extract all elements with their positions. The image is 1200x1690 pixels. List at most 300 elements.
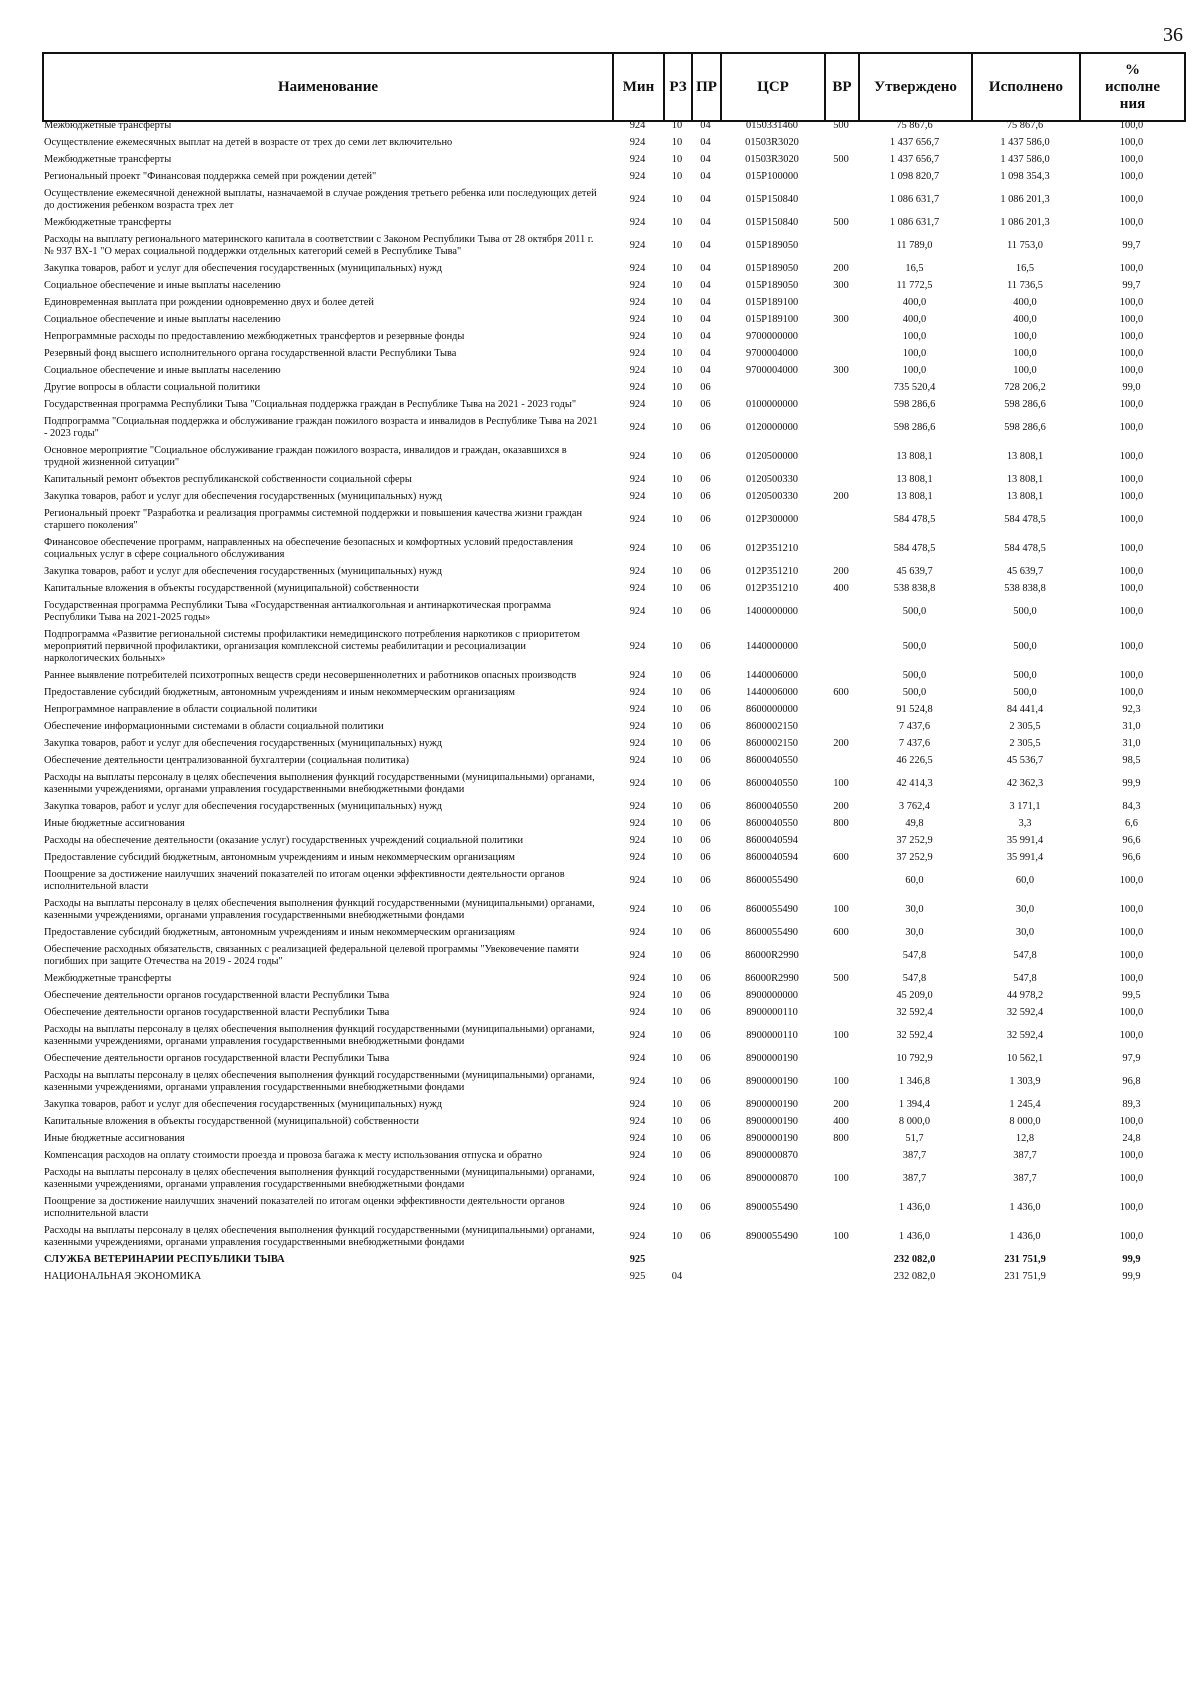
- cell-pr: 04: [700, 348, 711, 359]
- cell-csr: 015P189050: [745, 240, 799, 251]
- cell-name: Предоставление субсидий бюджетным, автономным учреждениям и иным некоммерческим организациям: [44, 687, 515, 698]
- cell-min: 924: [629, 927, 646, 938]
- cell-executed: 500,0: [1013, 670, 1037, 681]
- cell-percent: 99,0: [1122, 382, 1141, 393]
- cell-csr: 8600002150: [746, 721, 798, 732]
- cell-csr: 8600040550: [746, 818, 798, 829]
- cell-approved: 32 592,4: [896, 1030, 933, 1041]
- cell-name: Расходы на выплаты персоналу в целях обеспечения выполнения функций государственными (муниципальными) органами, казенными учреждениями, органами управления государственными внебюджетными фондами: [44, 1070, 595, 1093]
- cell-name: Капитальный ремонт объектов республиканской собственности социальной сферы: [44, 474, 412, 485]
- table-row: [42, 1131, 1184, 1148]
- cell-executed: 10 562,1: [1006, 1053, 1044, 1064]
- cell-rz: 10: [671, 852, 683, 863]
- header-percent-symbol: %: [1125, 61, 1140, 78]
- table-row: [42, 278, 1184, 295]
- cell-executed: 547,8: [1013, 973, 1037, 984]
- table-row: [42, 414, 1184, 443]
- cell-csr: 8900000190: [746, 1116, 798, 1127]
- cell-percent: 100,0: [1119, 950, 1144, 961]
- cell-rz: 10: [671, 990, 683, 1001]
- cell-percent: 100,0: [1119, 1173, 1144, 1184]
- table-row: [42, 799, 1184, 816]
- cell-name: Основное мероприятие "Социальное обслуживание граждан пожилого возраста, инвалидов и граждан, оказавшихся в трудной жизненной ситуации": [44, 445, 567, 468]
- cell-rz: 10: [671, 194, 683, 205]
- cell-csr: 8900000110: [746, 1007, 798, 1018]
- cell-percent: 100,0: [1119, 314, 1144, 325]
- cell-min: 924: [629, 835, 646, 846]
- cell-vr: 300: [833, 365, 849, 376]
- table-row: [42, 295, 1184, 312]
- cell-approved: 387,7: [902, 1173, 927, 1184]
- cell-min: 924: [629, 606, 646, 617]
- cell-name: Подпрограмма «Развитие региональной системы профилактики немедицинского потребления наркотиков с приоритетом мероприятий первичной профилактики, организация комплексной системы реабилитации и ресоциализации наркологических больных»: [44, 629, 580, 664]
- cell-executed: 584 478,5: [1004, 543, 1046, 554]
- cell-percent: 100,0: [1119, 491, 1144, 502]
- cell-rz: 10: [671, 778, 683, 789]
- cell-approved: 584 478,5: [893, 543, 936, 554]
- cell-pr: 06: [700, 1099, 711, 1110]
- cell-percent: 99,9: [1122, 1254, 1141, 1265]
- cell-csr: 015P189050: [745, 263, 799, 274]
- cell-pr: 06: [700, 973, 711, 984]
- table-row: [42, 152, 1184, 169]
- cell-percent: 100,0: [1119, 670, 1144, 681]
- table-row: [42, 535, 1184, 564]
- cell-name: Государственная программа Республики Тыва "Социальная поддержка граждан в Республике Тыва на 2021 - 2023 годы": [44, 399, 577, 410]
- cell-vr: 400: [833, 583, 849, 594]
- cell-executed: 8 000,0: [1009, 1116, 1041, 1127]
- cell-vr: [824, 329, 858, 346]
- cell-pr: 06: [700, 755, 711, 766]
- cell-csr: 8600040550: [746, 755, 798, 766]
- cell-rz: 10: [671, 1053, 683, 1064]
- cell-pr: 06: [700, 904, 711, 915]
- cell-name: Обеспечение расходных обязательств, связанных с реализацией федеральной целевой программы "Увековечение памяти погибших при защите Отечества на 2019 - 2024 годы": [44, 944, 579, 967]
- cell-rz: 10: [671, 491, 683, 502]
- cell-percent: 100,0: [1119, 399, 1144, 410]
- cell-vr: [824, 1148, 858, 1165]
- cell-vr: [824, 346, 858, 363]
- table-row: [42, 312, 1184, 329]
- cell-min: 924: [629, 566, 646, 577]
- table-row: [42, 685, 1184, 702]
- table-row: [42, 232, 1184, 261]
- cell-csr: 8600055490: [746, 875, 798, 886]
- cell-pr: 06: [700, 543, 711, 554]
- cell-executed: 500,0: [1013, 687, 1037, 698]
- cell-percent: 100,0: [1119, 566, 1144, 577]
- cell-vr: [824, 942, 858, 971]
- table-row: [42, 564, 1184, 581]
- cell-name: Расходы на обеспечение деятельности (оказание услуг) государственных учреждений социальной политики: [44, 835, 524, 846]
- cell-min: 924: [629, 641, 646, 652]
- cell-vr: 600: [833, 852, 849, 863]
- cell-pr: 06: [700, 1030, 711, 1041]
- cell-name: Закупка товаров, работ и услуг для обеспечения государственных (муниципальных) нужд: [44, 801, 443, 812]
- cell-csr: 8900055490: [746, 1231, 798, 1242]
- cell-executed: 100,0: [1013, 348, 1037, 359]
- cell-pr: 06: [700, 422, 711, 433]
- cell-approved: 11 772,5: [896, 280, 933, 291]
- cell-vr: 500: [833, 120, 849, 131]
- cell-approved: 598 286,6: [893, 399, 936, 410]
- cell-min: 924: [629, 704, 646, 715]
- cell-name: Капитальные вложения в объекты государственной (муниципальной) собственности: [44, 1116, 419, 1127]
- cell-pr: 06: [700, 1202, 711, 1213]
- cell-name: Межбюджетные трансферты: [44, 973, 172, 984]
- cell-executed: 598 286,6: [1004, 399, 1046, 410]
- cell-csr: 86000R2990: [745, 950, 799, 961]
- cell-min: 924: [629, 240, 646, 251]
- table-row: [42, 988, 1184, 1005]
- cell-rz: 04: [671, 1271, 683, 1282]
- cell-pr: 06: [700, 566, 711, 577]
- cell-percent: 100,0: [1119, 120, 1144, 131]
- cell-vr: 300: [833, 280, 849, 291]
- cell-min: 925: [629, 1254, 646, 1265]
- cell-vr: [824, 988, 858, 1005]
- cell-rz: 10: [671, 331, 683, 342]
- cell-approved: 60,0: [905, 875, 924, 886]
- cell-executed: 3,3: [1018, 818, 1032, 829]
- cell-csr: 012P351210: [745, 583, 799, 594]
- cell-vr: 600: [833, 927, 849, 938]
- table-row: [42, 850, 1184, 867]
- cell-approved: 387,7: [902, 1150, 927, 1161]
- table-row: [42, 363, 1184, 380]
- cell-approved: 735 520,4: [893, 382, 936, 393]
- cell-pr: 06: [700, 606, 711, 617]
- cell-executed: 13 808,1: [1006, 491, 1044, 502]
- cell-approved: 1 086 631,7: [889, 217, 940, 228]
- cell-csr: 8900000000: [746, 990, 798, 1001]
- header-min: Мин: [613, 53, 664, 121]
- cell-approved: 37 252,9: [896, 852, 933, 863]
- cell-min: 924: [629, 120, 646, 131]
- header-percent-line2: ния: [1119, 95, 1146, 112]
- cell-vr: [824, 1051, 858, 1068]
- cell-name: НАЦИОНАЛЬНАЯ ЭКОНОМИКА: [44, 1271, 202, 1282]
- cell-pr: 06: [700, 778, 711, 789]
- table-row: [42, 753, 1184, 770]
- cell-percent: 92,3: [1122, 704, 1141, 715]
- cell-name: Обеспечение деятельности централизованной бухгалтерии (социальная политика): [44, 755, 409, 766]
- cell-vr: [824, 414, 858, 443]
- cell-rz: 10: [671, 641, 683, 652]
- cell-min: 924: [629, 514, 646, 525]
- cell-executed: 35 991,4: [1006, 852, 1044, 863]
- cell-min: 924: [629, 399, 646, 410]
- cell-percent: 96,8: [1122, 1076, 1141, 1087]
- cell-csr: 9700004000: [746, 348, 798, 359]
- cell-executed: 32 592,4: [1006, 1030, 1044, 1041]
- header-percent: [1080, 53, 1185, 121]
- cell-vr: 100: [833, 1231, 849, 1242]
- cell-min: 924: [629, 818, 646, 829]
- cell-name: Межбюджетные трансферты: [44, 217, 172, 228]
- cell-csr: 0120500330: [746, 474, 798, 485]
- cell-approved: 400,0: [902, 297, 927, 308]
- cell-executed: 45 639,7: [1006, 566, 1044, 577]
- table-row: [42, 627, 1184, 668]
- cell-pr: 06: [700, 852, 711, 863]
- table-row: [42, 736, 1184, 753]
- cell-vr: 600: [833, 687, 849, 698]
- cell-approved: 91 524,8: [896, 704, 933, 715]
- cell-pr: 04: [700, 297, 711, 308]
- table-row: [42, 118, 1184, 135]
- cell-rz: 10: [671, 365, 683, 376]
- cell-approved: 45 639,7: [896, 566, 933, 577]
- cell-vr: 500: [833, 154, 849, 165]
- cell-rz: 10: [671, 721, 683, 732]
- cell-pr: 04: [700, 120, 711, 131]
- cell-csr: 8600055490: [746, 927, 798, 938]
- cell-percent: 100,0: [1119, 171, 1144, 182]
- table-row: [42, 261, 1184, 278]
- header-percent-line1: исполне: [1105, 78, 1160, 95]
- table-row: [42, 1005, 1184, 1022]
- cell-pr: 06: [700, 835, 711, 846]
- cell-executed: 2 305,5: [1009, 721, 1041, 732]
- cell-executed: 44 978,2: [1006, 990, 1044, 1001]
- cell-rz: 10: [671, 704, 683, 715]
- cell-vr: [824, 535, 858, 564]
- cell-name: Финансовое обеспечение программ, направленных на обеспечение безопасных и комфортных условий предоставления социальных услуг в сфере социального обслуживания: [44, 537, 573, 560]
- cell-pr: 04: [700, 194, 711, 205]
- cell-pr: 06: [700, 399, 711, 410]
- cell-name: Иные бюджетные ассигнования: [44, 1133, 185, 1144]
- cell-percent: 100,0: [1119, 137, 1144, 148]
- table-row: [42, 719, 1184, 736]
- cell-rz: 10: [671, 875, 683, 886]
- cell-executed: 584 478,5: [1004, 514, 1046, 525]
- cell-percent: 96,6: [1122, 835, 1141, 846]
- cell-executed: 387,7: [1013, 1150, 1037, 1161]
- table-row: [42, 1252, 1184, 1269]
- cell-approved: 1 086 631,7: [889, 194, 940, 205]
- cell-csr: 0120500330: [746, 491, 798, 502]
- cell-csr: 8600040550: [746, 778, 798, 789]
- cell-name: Закупка товаров, работ и услуг для обеспечения государственных (муниципальных) нужд: [44, 738, 443, 749]
- cell-min: 924: [629, 1116, 646, 1127]
- cell-rz: 10: [671, 451, 683, 462]
- cell-percent: 31,0: [1122, 738, 1141, 749]
- cell-name: Социальное обеспечение и иные выплаты населению: [44, 365, 281, 376]
- cell-percent: 100,0: [1119, 641, 1144, 652]
- cell-approved: 1 394,4: [898, 1099, 931, 1110]
- cell-vr: 500: [833, 973, 849, 984]
- cell-vr: [824, 1252, 858, 1269]
- cell-min: 924: [629, 1099, 646, 1110]
- cell-executed: 1 303,9: [1009, 1076, 1041, 1087]
- cell-executed: 500,0: [1013, 641, 1037, 652]
- cell-percent: 100,0: [1119, 154, 1144, 165]
- cell-rz: 10: [671, 348, 683, 359]
- cell-vr: [824, 598, 858, 627]
- cell-pr: 04: [700, 331, 711, 342]
- cell-csr: 8600000000: [746, 704, 798, 715]
- cell-csr: 015P189100: [745, 314, 799, 325]
- table-row: [42, 1269, 1184, 1286]
- cell-approved: 598 286,6: [893, 422, 936, 433]
- header-name: Наименование: [43, 53, 613, 121]
- cell-pr: 06: [700, 687, 711, 698]
- cell-min: 924: [629, 280, 646, 291]
- cell-name: Осуществление ежемесячных выплат на детей в возрасте от трех до семи лет включительно: [44, 137, 453, 148]
- cell-rz: 10: [671, 835, 683, 846]
- cell-min: 924: [629, 721, 646, 732]
- cell-executed: 728 206,2: [1004, 382, 1046, 393]
- cell-percent: 100,0: [1119, 687, 1144, 698]
- cell-rz: 10: [671, 904, 683, 915]
- cell-executed: 11 753,0: [1007, 240, 1043, 251]
- cell-pr: 06: [700, 1173, 711, 1184]
- cell-csr: 8900000190: [746, 1053, 798, 1064]
- cell-csr: 8900000190: [746, 1133, 798, 1144]
- cell-name: Другие вопросы в области социальной политики: [44, 382, 261, 393]
- cell-name: Капитальные вложения в объекты государственной (муниципальной) собственности: [44, 583, 419, 594]
- cell-approved: 1 436,0: [898, 1231, 931, 1242]
- cell-csr: 012P300000: [745, 514, 799, 525]
- cell-approved: 37 252,9: [896, 835, 933, 846]
- table-row: [42, 1114, 1184, 1131]
- cell-executed: 12,8: [1015, 1133, 1035, 1144]
- header-approved: Утверждено: [859, 53, 972, 121]
- table-header: [42, 52, 1186, 122]
- cell-name: Закупка товаров, работ и услуг для обеспечения государственных (муниципальных) нужд: [44, 263, 443, 274]
- cell-executed: 11 736,5: [1007, 280, 1043, 291]
- table-row: [42, 1194, 1184, 1223]
- cell-min: 924: [629, 491, 646, 502]
- cell-rz: 10: [671, 606, 683, 617]
- header-vr: ВР: [825, 53, 859, 121]
- cell-name: Непрограммное направление в области социальной политики: [44, 704, 318, 715]
- cell-percent: 100,0: [1119, 365, 1144, 376]
- cell-min: 924: [629, 263, 646, 274]
- cell-vr: [824, 1005, 858, 1022]
- cell-min: 924: [629, 1150, 646, 1161]
- header-executed: Исполнено: [972, 53, 1080, 121]
- cell-approved: 13 808,1: [896, 474, 933, 485]
- cell-approved: 538 838,8: [893, 583, 936, 594]
- cell-approved: 8 000,0: [898, 1116, 931, 1127]
- table-row: [42, 598, 1184, 627]
- cell-csr: 9700004000: [746, 365, 798, 376]
- cell-approved: 7 437,6: [898, 721, 931, 732]
- table-row: [42, 443, 1184, 472]
- cell-vr: 100: [833, 1173, 849, 1184]
- cell-rz: [663, 1252, 691, 1269]
- cell-approved: 547,8: [902, 950, 927, 961]
- cell-approved: 51,7: [905, 1133, 924, 1144]
- cell-name: Подпрограмма "Социальная поддержка и обслуживание граждан пожилого возраста и инвалидов в Республике Тыва на 2021 - 2023 годы": [44, 416, 598, 439]
- cell-min: 924: [629, 1173, 646, 1184]
- cell-approved: 45 209,0: [896, 990, 933, 1001]
- cell-vr: 200: [833, 263, 849, 274]
- cell-csr: 012P351210: [745, 566, 799, 577]
- table-row: [42, 346, 1184, 363]
- cell-rz: 10: [671, 399, 683, 410]
- cell-vr: [824, 506, 858, 535]
- cell-pr: 06: [700, 670, 711, 681]
- cell-csr: 8900055490: [746, 1202, 798, 1213]
- cell-vr: [824, 833, 858, 850]
- cell-executed: 100,0: [1013, 331, 1037, 342]
- cell-name: Единовременная выплата при рождении одновременно двух и более детей: [44, 297, 374, 308]
- cell-executed: 13 808,1: [1006, 451, 1044, 462]
- cell-percent: 100,0: [1119, 1007, 1144, 1018]
- cell-pr: 06: [700, 721, 711, 732]
- cell-csr: [720, 1269, 824, 1286]
- cell-approved: 7 437,6: [898, 738, 931, 749]
- cell-min: 924: [629, 670, 646, 681]
- cell-pr: 06: [700, 451, 711, 462]
- cell-approved: 400,0: [902, 314, 927, 325]
- cell-min: 924: [629, 875, 646, 886]
- cell-pr: 06: [700, 801, 711, 812]
- cell-executed: 84 441,4: [1006, 704, 1044, 715]
- header-csr: ЦСР: [721, 53, 825, 121]
- cell-executed: 387,7: [1013, 1173, 1037, 1184]
- cell-executed: 32 592,4: [1006, 1007, 1044, 1018]
- cell-pr: 06: [700, 514, 711, 525]
- cell-name: Социальное обеспечение и иные выплаты населению: [44, 280, 281, 291]
- cell-percent: 100,0: [1119, 927, 1144, 938]
- cell-pr: 06: [700, 583, 711, 594]
- cell-percent: 100,0: [1119, 194, 1144, 205]
- cell-executed: 45 536,7: [1006, 755, 1044, 766]
- cell-csr: 015P150840: [745, 194, 799, 205]
- cell-percent: 100,0: [1119, 263, 1144, 274]
- cell-executed: 1 086 201,3: [1000, 217, 1050, 228]
- cell-percent: 100,0: [1119, 451, 1144, 462]
- cell-executed: 231 751,9: [1004, 1271, 1046, 1282]
- cell-percent: 100,0: [1119, 348, 1144, 359]
- cell-approved: 547,8: [902, 973, 927, 984]
- cell-rz: 10: [671, 818, 683, 829]
- cell-vr: [824, 397, 858, 414]
- cell-executed: 1 437 586,0: [1000, 154, 1050, 165]
- table-row: [42, 833, 1184, 850]
- cell-executed: 60,0: [1015, 875, 1035, 886]
- cell-csr: 015P100000: [745, 171, 799, 182]
- cell-min: 924: [629, 348, 646, 359]
- cell-min: 924: [629, 365, 646, 376]
- cell-csr: 0150331460: [746, 120, 798, 131]
- cell-approved: 1 098 820,7: [889, 171, 940, 182]
- cell-pr: 06: [700, 1133, 711, 1144]
- cell-approved: 232 082,0: [893, 1271, 936, 1282]
- cell-vr: 100: [833, 1030, 849, 1041]
- cell-pr: 06: [700, 704, 711, 715]
- cell-percent: 100,0: [1119, 1150, 1144, 1161]
- table-row: [42, 506, 1184, 535]
- table-row: [42, 770, 1184, 799]
- cell-approved: 49,8: [905, 818, 924, 829]
- cell-rz: 10: [671, 514, 683, 525]
- cell-min: 924: [629, 801, 646, 812]
- cell-vr: 100: [833, 778, 849, 789]
- cell-pr: [691, 1252, 720, 1269]
- cell-min: 924: [629, 297, 646, 308]
- cell-min: 924: [629, 1076, 646, 1087]
- cell-rz: 10: [671, 738, 683, 749]
- cell-min: 924: [629, 1007, 646, 1018]
- cell-min: 924: [629, 314, 646, 325]
- cell-csr: 8600002150: [746, 738, 798, 749]
- cell-percent: 100,0: [1119, 297, 1144, 308]
